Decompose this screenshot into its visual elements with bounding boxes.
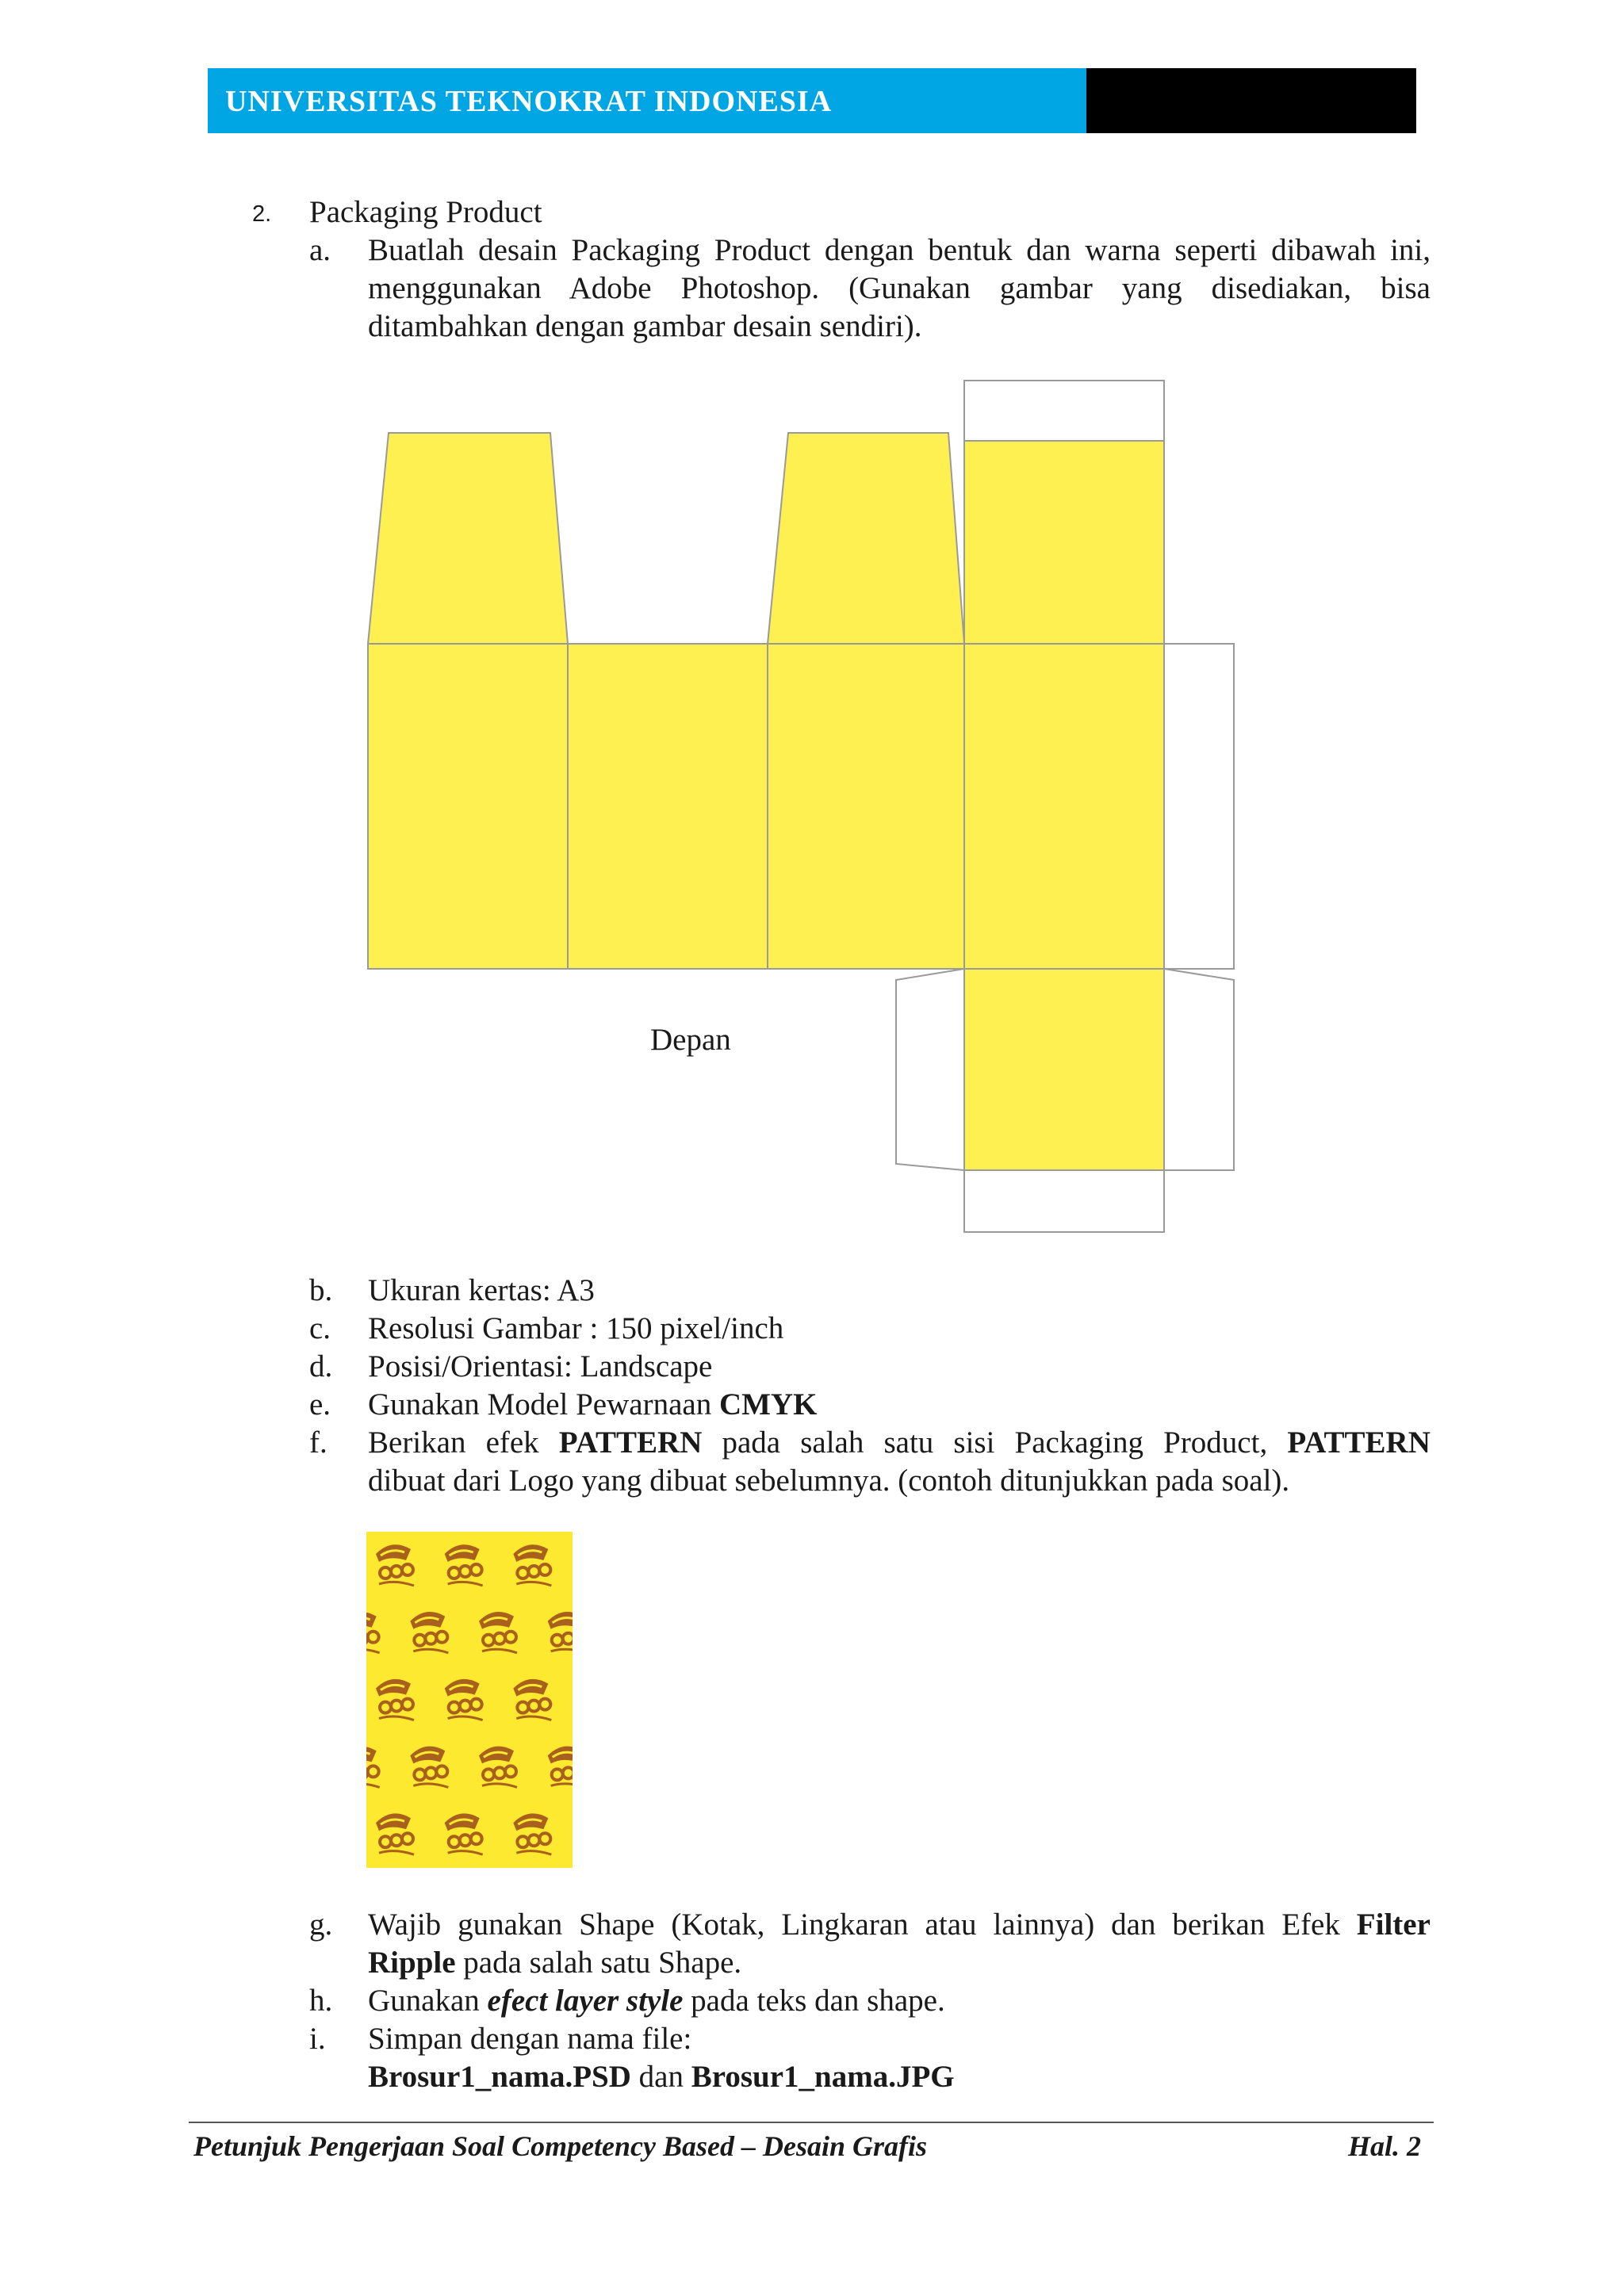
item-g-line1 (368, 1906, 1431, 1944)
top-flap-middle (768, 433, 964, 644)
item-g-w8: dan (1111, 1908, 1156, 1942)
item-i-file-jpg: Brosur1_nama.JPG (691, 2060, 955, 2094)
item-f-w5: satu (883, 1425, 934, 1460)
header-banner (208, 68, 1086, 133)
item-f-pattern2: PATTERN (1287, 1425, 1431, 1460)
item-a-letter: a. (309, 233, 331, 267)
item-d-text: Posisi/Orientasi: Landscape (368, 1349, 713, 1383)
bottom-panel (964, 969, 1164, 1170)
item-g-w7: lainnya) (993, 1908, 1095, 1942)
item-f-w2: efek (485, 1425, 539, 1460)
section-title: Packaging Product (309, 195, 542, 229)
item-c-text: Resolusi Gambar : 150 pixel/inch (368, 1311, 784, 1345)
item-g-w1: Wajib (368, 1908, 442, 1942)
bottom-flap-left (896, 969, 964, 1170)
item-h-letter: h. (309, 1984, 333, 2018)
item-c-letter: c. (309, 1311, 331, 1345)
item-e-letter: e. (309, 1387, 331, 1422)
item-a-line3: ditambahkan dengan gambar desain sendiri). (368, 309, 922, 343)
item-g-line2-rest: pada salah satu Shape. (455, 1946, 742, 1980)
top-tuck-flap (964, 381, 1164, 441)
item-i-letter: i. (309, 2022, 326, 2056)
item-i-file-psd: Brosur1_nama.PSD (368, 2060, 631, 2094)
item-h-a: Gunakan (368, 1984, 488, 2018)
section-number: 2. (252, 201, 272, 227)
item-f-letter: f. (309, 1425, 327, 1460)
item-f-w1: Berikan (368, 1425, 466, 1460)
item-i-line1: Simpan dengan nama file: (368, 2022, 692, 2056)
item-f-line2: dibuat dari Logo yang dibuat sebelumnya. (contoh ditunjukkan pada soal). (368, 1464, 1290, 1498)
item-f-pattern1: PATTERN (558, 1425, 703, 1460)
item-h-style: efect layer style (487, 1984, 684, 2018)
header-title: UNIVERSITAS TEKNOKRAT INDONESIA (225, 85, 833, 118)
item-g-w10: Efek (1281, 1908, 1340, 1942)
back-panel (964, 644, 1164, 969)
dieline-label-depan: Depan (650, 1023, 731, 1057)
front-panel (568, 644, 768, 969)
item-a-line2: menggunakan Adobe Photoshop. (Gunakan gambar yang disediakan, bisa (368, 271, 1431, 305)
item-g-ripple: Ripple (368, 1946, 456, 1980)
item-d-letter: d. (309, 1349, 333, 1383)
glue-flap (1164, 644, 1234, 969)
bottom-tuck-flap (964, 1170, 1164, 1232)
pattern-example-image (366, 1532, 573, 1868)
dieline-fills (368, 433, 1164, 1170)
side-panel-left (368, 644, 568, 969)
item-f-w6: sisi (953, 1425, 995, 1460)
item-h-text (368, 1982, 945, 2020)
item-g-filter: Filter (1356, 1908, 1431, 1942)
item-g-letter: g. (309, 1908, 333, 1942)
item-e-plain: Gunakan Model Pewarnaan (368, 1387, 719, 1422)
footer-page-number: Hal. 2 (1348, 2130, 1422, 2162)
item-f-w7: Packaging (1014, 1425, 1144, 1460)
item-g-w2: gunakan (458, 1908, 563, 1942)
item-b-text: Ukuran kertas: A3 (368, 1273, 595, 1307)
item-g-w3: Shape (579, 1908, 655, 1942)
item-g-w5: Lingkaran (781, 1908, 909, 1942)
item-i-line2 (368, 2058, 955, 2096)
item-f-w4: salah (800, 1425, 864, 1460)
item-a-line1: Buatlah desain Packaging Product dengan bentuk dan warna seperti dibawah ini, (368, 233, 1431, 267)
item-f-line1 (368, 1424, 1431, 1462)
item-g-line2 (368, 1944, 741, 1982)
footer-divider (189, 2122, 1434, 2123)
item-g-w6: atau (925, 1908, 977, 1942)
item-f-w3: pada (722, 1425, 781, 1460)
item-b-letter: b. (309, 1273, 333, 1307)
top-flap-left (368, 433, 568, 644)
item-e-text (368, 1386, 817, 1424)
item-f-w8: Product, (1163, 1425, 1268, 1460)
item-g-w9: berikan (1172, 1908, 1266, 1942)
side-panel-right (768, 644, 964, 969)
item-e-bold: CMYK (718, 1387, 818, 1422)
top-lid-panel (964, 441, 1164, 644)
item-g-w4: (Kotak, (671, 1908, 765, 1942)
header-black-block (1086, 68, 1416, 133)
packaging-dieline (349, 373, 1253, 1245)
item-h-c: pada teks dan shape. (683, 1984, 945, 2018)
item-i-mid: dan (630, 2060, 691, 2094)
bottom-flap-right (1164, 969, 1234, 1170)
footer-left-text: Petunjuk Pengerjaan Soal Competency Based – Desain Grafis (193, 2130, 928, 2162)
